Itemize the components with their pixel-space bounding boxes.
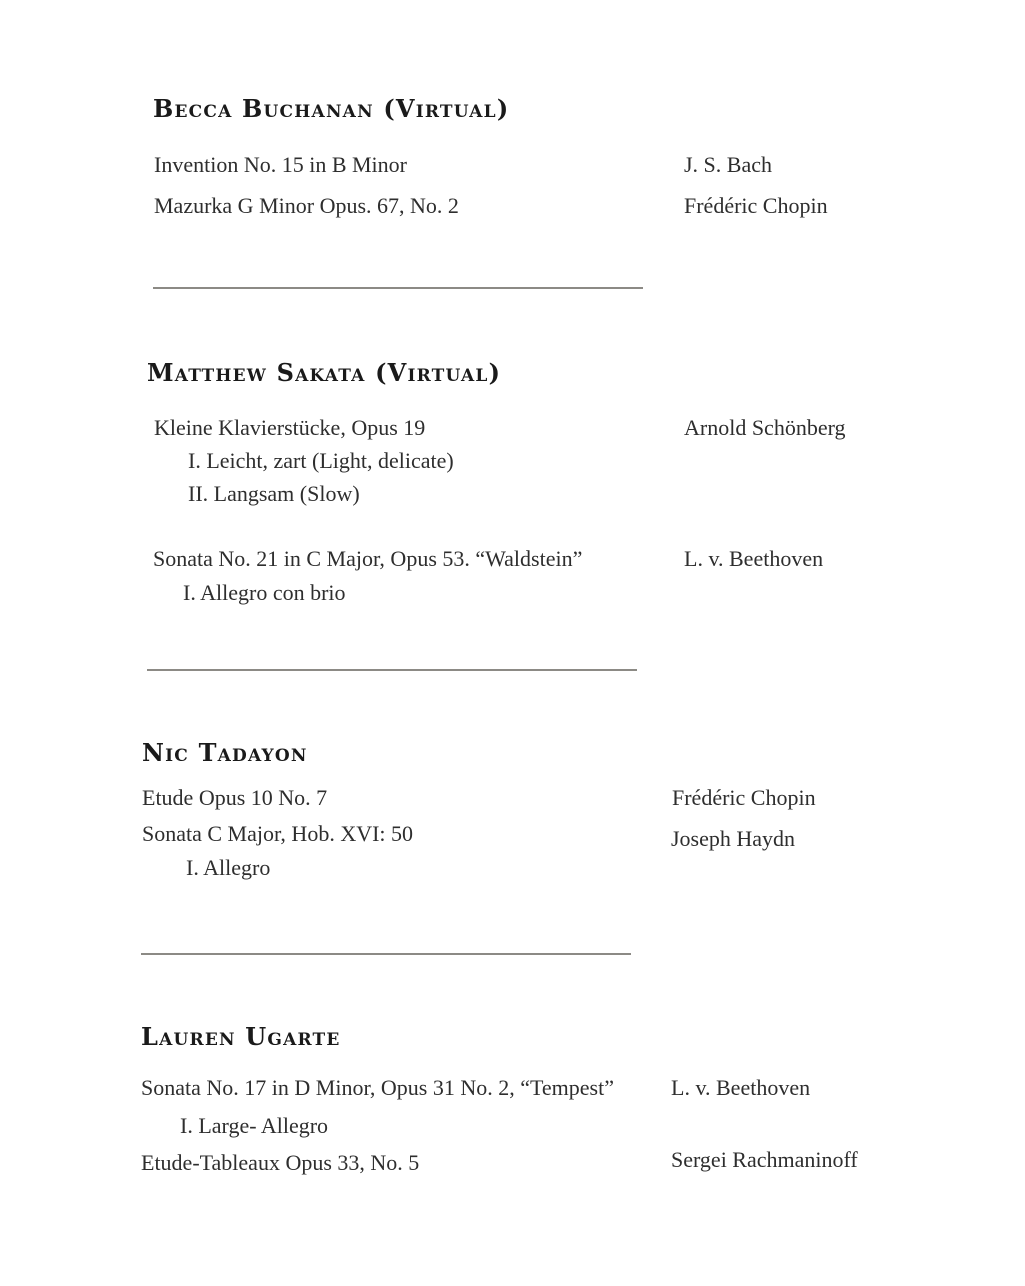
piece-title: Mazurka G Minor Opus. 67, No. 2 xyxy=(154,193,459,218)
performer-name: Matthew Sakata (Virtual) xyxy=(147,358,502,387)
piece-composer: Frédéric Chopin xyxy=(684,193,828,218)
piece-title: Kleine Klavierstücke, Opus 19 xyxy=(154,415,426,440)
piece-title: Sonata No. 21 in C Major, Opus 53. “Waldstein” xyxy=(153,546,583,571)
performer-name: Becca Buchanan (Virtual) xyxy=(153,94,510,123)
piece-composer: J. S. Bach xyxy=(684,152,772,177)
movement: I. Large- Allegro xyxy=(180,1113,329,1138)
movement: I. Allegro con brio xyxy=(183,580,346,605)
performer-name: Lauren Ugarte xyxy=(141,1022,341,1051)
piece-title: Sonata C Major, Hob. XVI: 50 xyxy=(142,821,414,846)
piece-composer: L. v. Beethoven xyxy=(684,546,824,571)
movement: II. Langsam (Slow) xyxy=(188,481,360,506)
piece-composer: Arnold Schönberg xyxy=(684,415,846,440)
piece-title: Invention No. 15 in B Minor xyxy=(154,152,407,177)
piece-composer: L. v. Beethoven xyxy=(671,1075,811,1100)
piece-composer: Sergei Rachmaninoff xyxy=(671,1147,858,1172)
piece-composer: Frédéric Chopin xyxy=(672,785,816,810)
piece-title: Etude-Tableaux Opus 33, No. 5 xyxy=(141,1150,420,1175)
piece-composer: Joseph Haydn xyxy=(671,826,796,851)
performer-name: Nic Tadayon xyxy=(142,738,308,767)
piece-title: Sonata No. 17 in D Minor, Opus 31 No. 2, “Tempest” xyxy=(141,1075,614,1100)
movement: I. Leicht, zart (Light, delicate) xyxy=(188,448,454,473)
piece-title: Etude Opus 10 No. 7 xyxy=(142,785,328,810)
section-divider xyxy=(147,669,637,671)
movement: I. Allegro xyxy=(186,855,271,880)
section-divider xyxy=(141,953,631,955)
section-divider xyxy=(153,287,643,289)
